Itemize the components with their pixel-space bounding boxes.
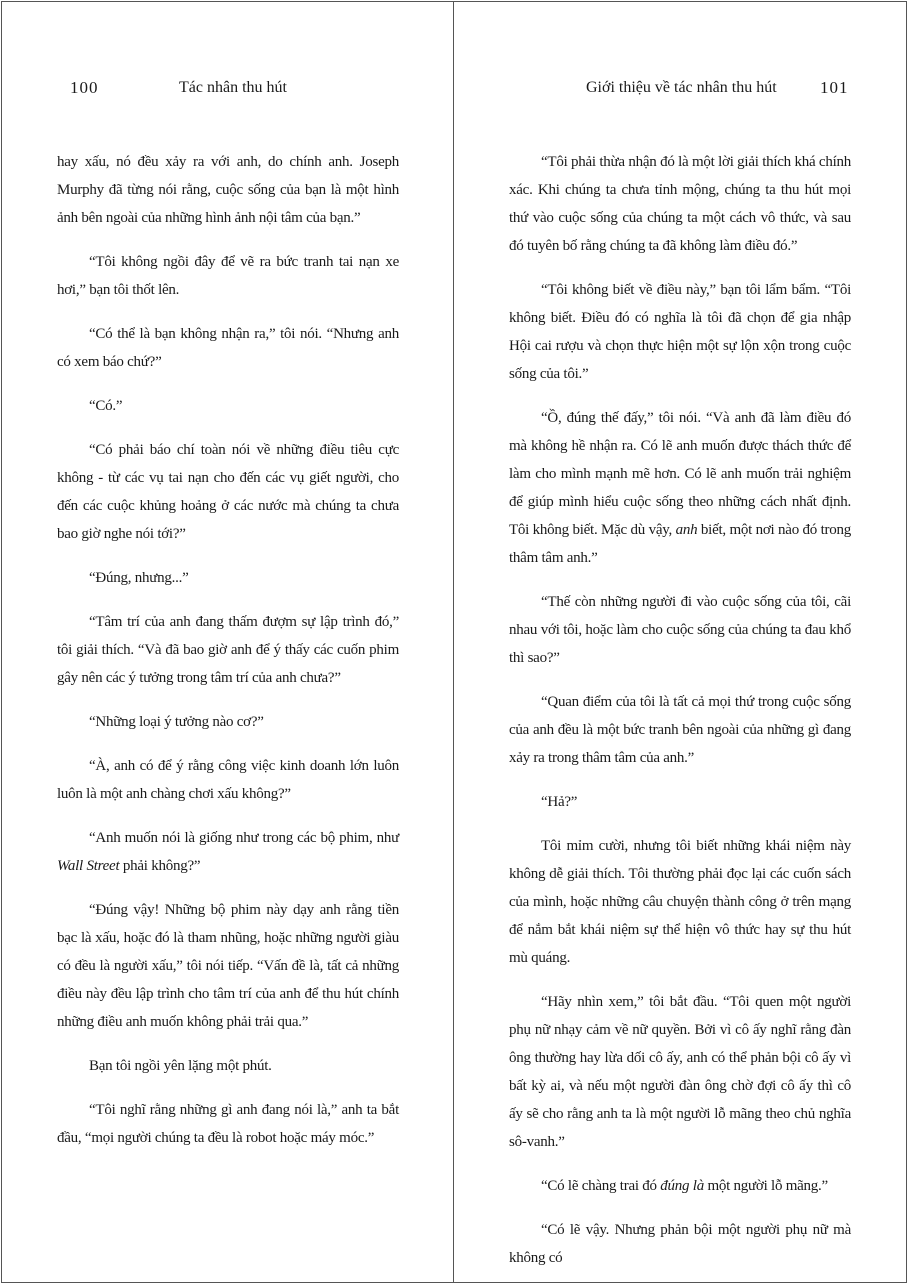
paragraph [57, 824, 399, 880]
paragraph [509, 1172, 851, 1200]
left-running-title: Tác nhân thu hút [179, 79, 287, 96]
paragraph: “Đúng, nhưng...” [89, 570, 189, 586]
left-page-header [2, 78, 453, 102]
paragraph: “Những loại ý tưởng nào cơ?” [89, 714, 264, 730]
right-page-header [454, 78, 906, 102]
paragraph: “Tôi không ngồi đây để vẽ ra bức tranh tai nạn xe hơi,” bạn tôi thốt lên. [57, 254, 399, 298]
paragraph: “À, anh có để ý rằng công việc kinh doanh lớn luôn luôn là một anh chàng chơi xấu không?” [57, 758, 399, 802]
paragraph: “Quan điểm của tôi là tất cả mọi thứ trong cuộc sống của anh đều là một bức tranh bên ngoài của những gì đang xảy ra trong thâm tâm của anh.” [509, 694, 851, 766]
paragraph-text: một người lỗ mãng.” [703, 1178, 828, 1194]
paragraph: “Đúng vậy! Những bộ phim này dạy anh rằng tiền bạc là xấu, hoặc đó là tham nhũng, hoặc những người giàu có đều là người xấu,” tôi nói tiếp. “Vấn đề là, tất cả những điều này đều lập trình cho tâm trí của anh để thu hút chính những điều anh muốn không phải trải qua.” [57, 902, 399, 1030]
right-running-title: Giới thiệu về tác nhân thu hút [586, 79, 777, 96]
paragraph: “Hả?” [541, 794, 578, 810]
paragraph: Tôi mỉm cười, nhưng tôi biết những khái niệm này không dễ giải thích. Tôi thường phải đọc lại các cuốn sách của mình, hoặc những câu chuyện thành công ở trên mạng để nắm bắt khái niệm sự thể hiện vô thức hay sự thu hút mù quáng. [509, 838, 851, 966]
paragraph: Bạn tôi ngồi yên lặng một phút. [89, 1058, 272, 1074]
right-page [454, 2, 906, 1282]
paragraph: “Tôi phải thừa nhận đó là một lời giải thích khá chính xác. Khi chúng ta chưa tỉnh mộng, chúng ta thu hút mọi thứ vào cuộc sống của chúng ta một cách vô thức, và sau đó tuyên bố rằng chúng ta đã không làm điều đó.” [509, 154, 851, 254]
paragraph [509, 404, 851, 572]
paragraph: “Có lẽ vậy. Nhưng phản bội một người phụ nữ mà không có [509, 1222, 851, 1266]
paragraph: “Có thể là bạn không nhận ra,” tôi nói. “Nhưng anh có xem báo chứ?” [57, 326, 399, 370]
paragraph: “Có.” [89, 398, 123, 414]
paragraph: “Có phải báo chí toàn nói về những điều tiêu cực không - từ các vụ tai nạn cho đến các vụ giết người, cho đến các cuộc khủng hoảng ở các nước mà chúng ta chưa bao giờ nghe nói tới?” [57, 442, 399, 542]
film-title-italic: Wall Street [57, 858, 120, 874]
paragraph: “Tôi nghĩ rằng những gì anh đang nói là,” anh ta bắt đầu, “mọi người chúng ta đều là robot hoặc máy móc.” [57, 1102, 399, 1146]
paragraph-text: “Có lẽ chàng trai đó [541, 1178, 661, 1194]
paragraph: “Tâm trí của anh đang thấm đượm sự lập trình đó,” tôi giải thích. “Và đã bao giờ anh để ý thấy các cuốn phim gây nên các ý tưởng trong tâm trí của anh chưa?” [57, 614, 399, 686]
book-spread [1, 1, 907, 1283]
paragraph: “Thế còn những người đi vào cuộc sống của tôi, cãi nhau với tôi, hoặc làm cho cuộc sống của chúng ta đau khổ thì sao?” [509, 594, 851, 666]
emphasis-italic: anh [675, 522, 698, 538]
paragraph-text: “Anh muốn nói là giống như trong các bộ phim, như [89, 830, 399, 846]
paragraph: “Hãy nhìn xem,” tôi bắt đầu. “Tôi quen một người phụ nữ nhạy cảm về nữ quyền. Bởi vì cô ấy nghĩ rằng đàn ông thường hay lừa dối cô ấy, anh có thể phản bội cô ấy vì bất kỳ ai, và nếu một người đàn ông chờ đợi cô ấy thì cô ấy sẽ cho rằng anh ta là một người lỗ mãng theo chủ nghĩa sô-vanh.” [509, 994, 851, 1150]
paragraph-text: biết, một nơi nào đó trong thâm tâm anh.” [509, 522, 851, 566]
paragraph: “Tôi không biết về điều này,” bạn tôi lẩm bẩm. “Tôi không biết. Điều đó có nghĩa là tôi đã chọn để gia nhập Hội cai rượu và chọn thực hiện một sự lộn xộn trong cuộc sống của tôi.” [509, 282, 851, 382]
paragraph: hay xấu, nó đều xảy ra với anh, do chính anh. Joseph Murphy đã từng nói rằng, cuộc sống của bạn là một hình ảnh bên ngoài của những hình ảnh nội tâm của bạn.” [57, 154, 399, 226]
left-page-body [57, 148, 399, 1168]
paragraph-text: phải không?” [119, 858, 201, 874]
paragraph-text: “Ồ, đúng thế đấy,” tôi nói. “Và anh đã làm điều đó mà không hề nhận ra. Có lẽ anh muốn được thách thức để làm cho mình mạnh mẽ hơn. Có lẽ anh muốn trải nghiệm để giúp mình hiểu cuộc sống theo những cách nhất định. Tôi không biết. Mặc dù vậy, [509, 410, 851, 538]
emphasis-italic: đúng là [660, 1178, 704, 1194]
right-page-number: 101 [820, 78, 849, 97]
right-page-body [509, 148, 851, 1282]
left-page [2, 2, 454, 1282]
left-page-number: 100 [70, 78, 99, 97]
